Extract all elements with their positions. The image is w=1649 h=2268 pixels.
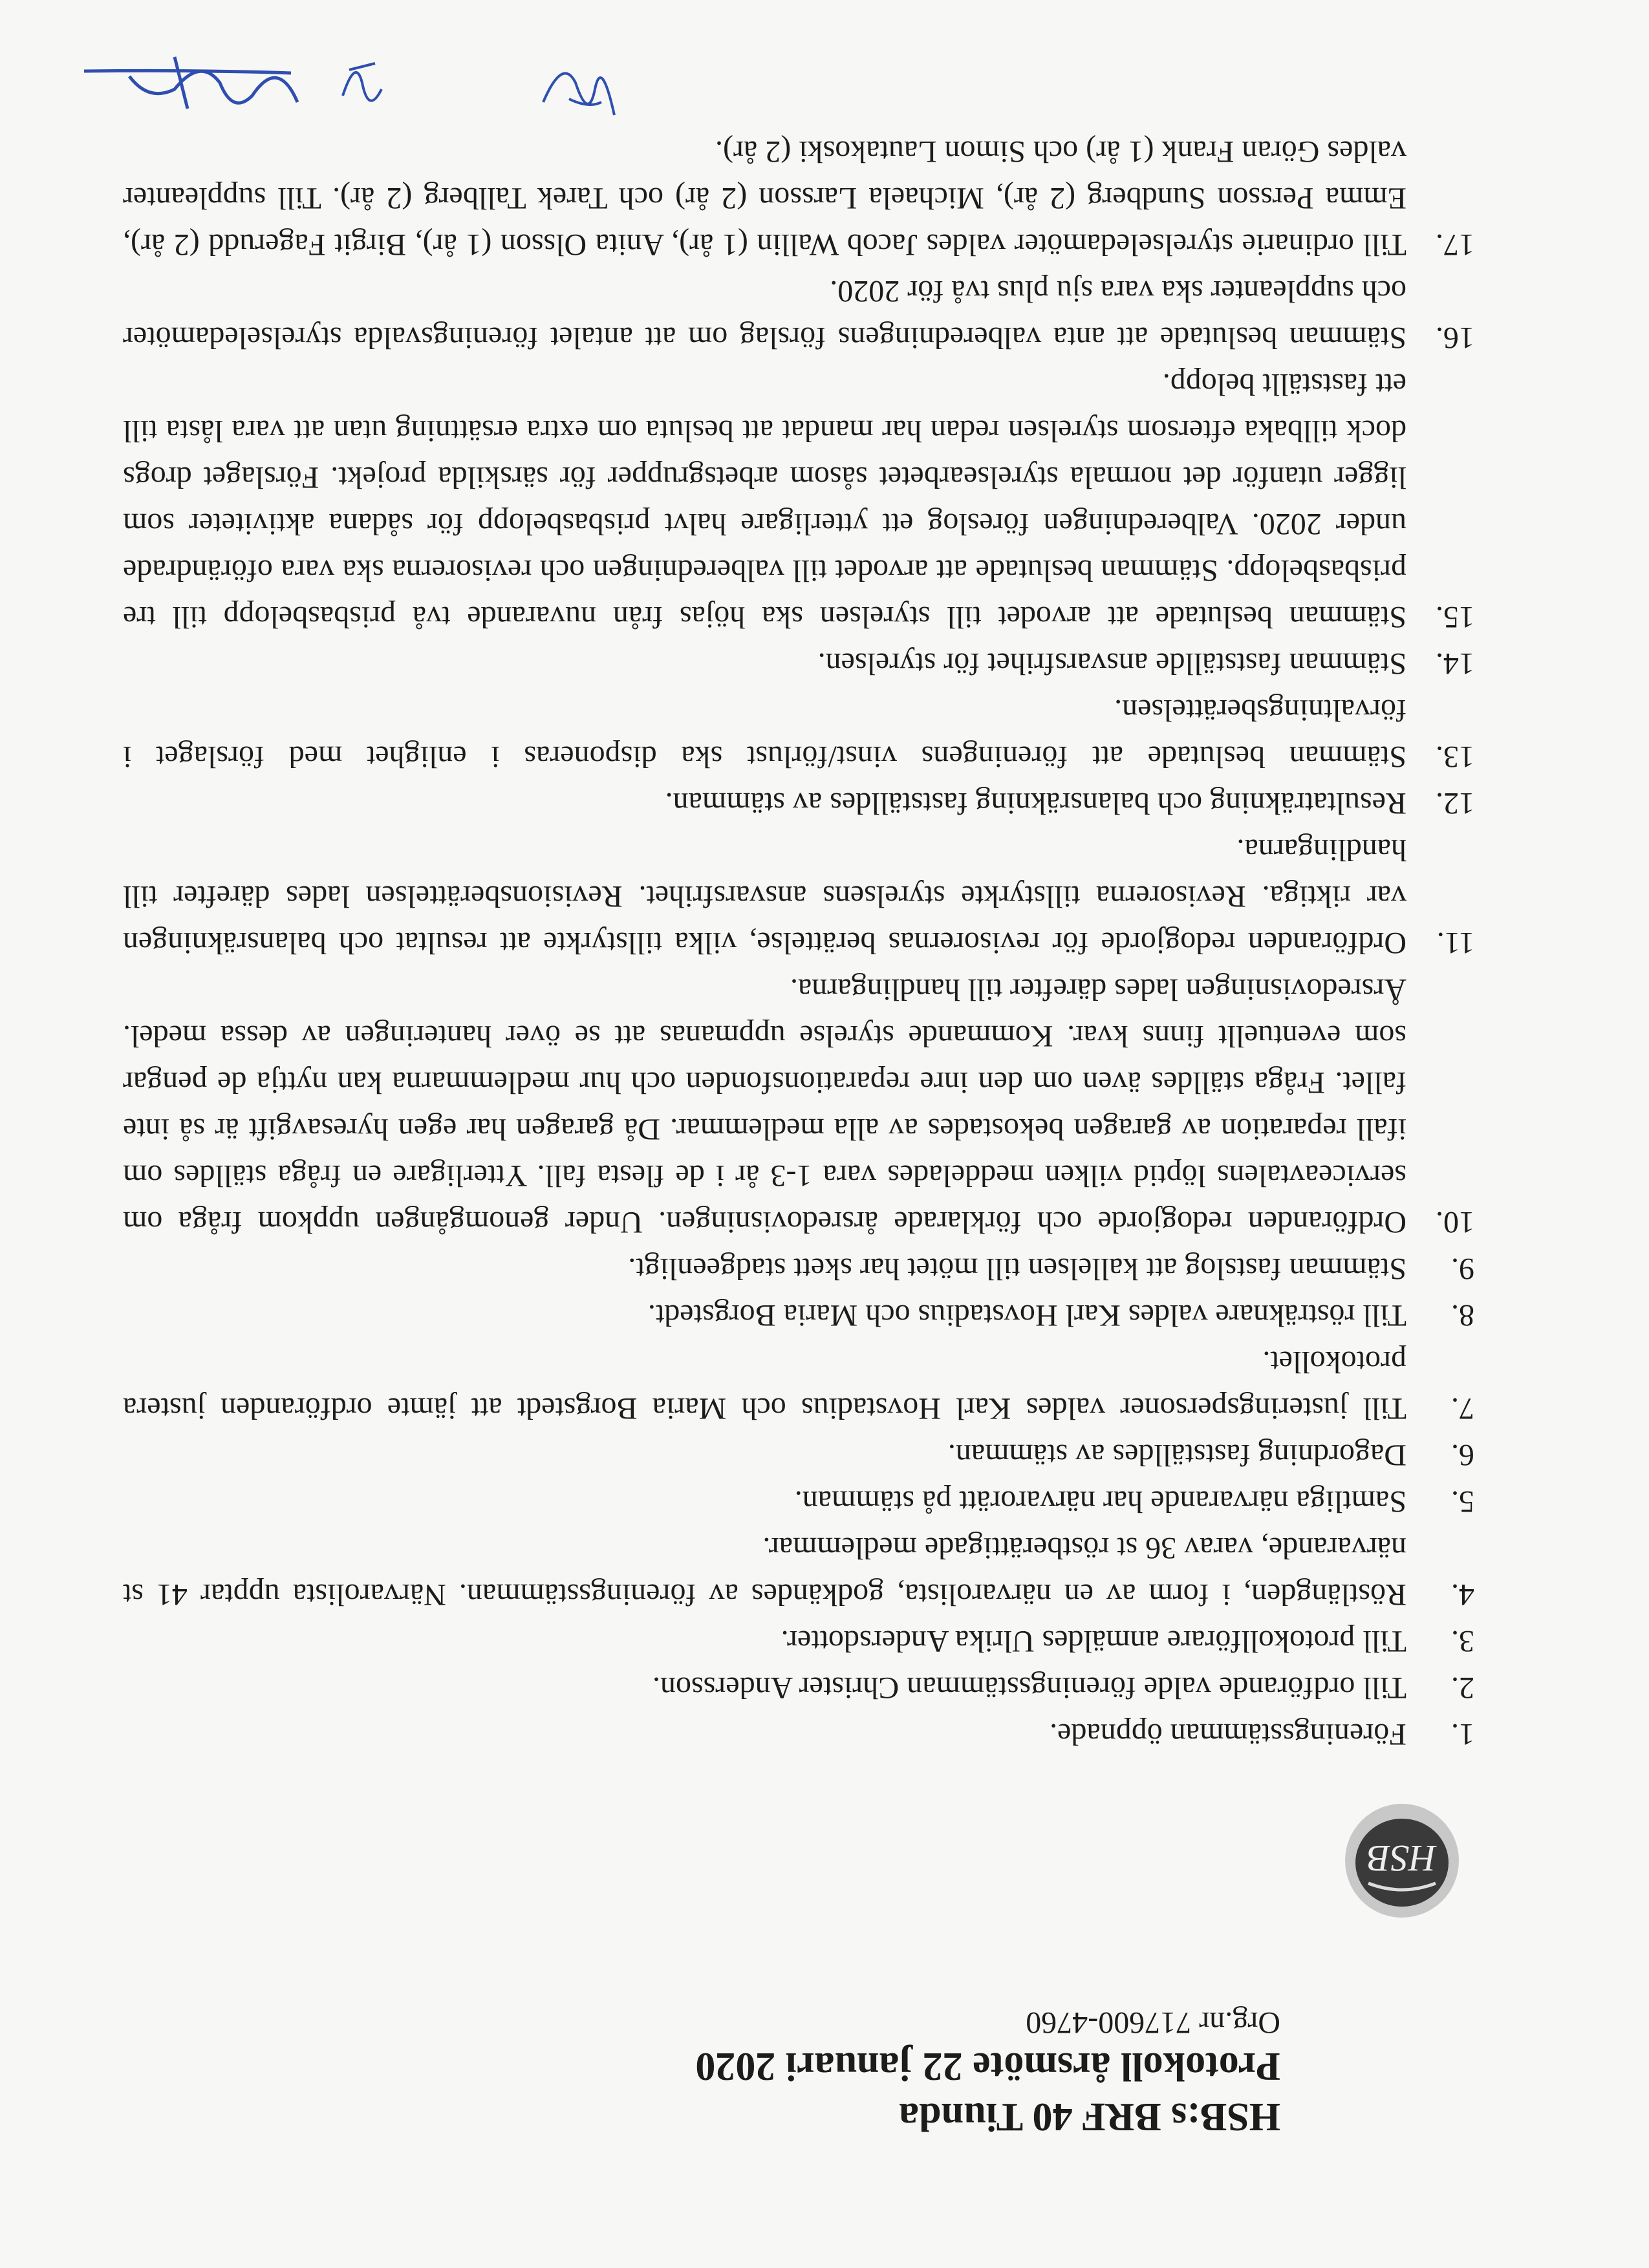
item-text: Ordföranden redogjorde för revisorernas berättelse, vilka tillstyrkte att resultat och balansräkningen var riktiga. Revisorerna tillstyrkte styrelsens ansvarsfrihet. Revisionsberättelsen lades därefter till handlingarna. (123, 833, 1406, 960)
minutes-item (123, 1711, 1474, 1757)
minutes-item (123, 361, 1474, 640)
minutes-item (123, 780, 1474, 826)
minutes-item (123, 966, 1474, 1245)
hsb-logo (1342, 1799, 1461, 1922)
signature-3 (84, 57, 297, 109)
minutes-item (123, 1618, 1474, 1664)
item-number: 9. (1451, 1252, 1474, 1286)
item-number: 14. (1436, 647, 1474, 681)
item-number: 1. (1451, 1717, 1474, 1751)
item-number: 4. (1451, 1578, 1474, 1612)
item-number: 3. (1451, 1624, 1474, 1658)
minutes-item (123, 268, 1474, 361)
item-text: Röstlängden, i form av en närvarolista, godkändes av föreningsstämman. Närvarolista upptar 41 st närvarande, varav 36 st röstberättigade medlemmar. (123, 1531, 1406, 1612)
minutes-items (123, 128, 1474, 1757)
document-title: Protokoll årsmöte 22 januari 2020 (695, 2044, 1280, 2088)
signatures (71, 37, 640, 128)
minutes-item (123, 1478, 1474, 1524)
item-number: 10. (1436, 1205, 1474, 1239)
minutes-item (123, 1292, 1474, 1338)
item-number: 7. (1451, 1391, 1474, 1426)
signature-2 (343, 63, 382, 101)
item-text: Till rösträknare valdes Karl Hovstadius och Maria Borgstedt. (647, 1298, 1406, 1332)
minutes-item (123, 128, 1474, 268)
minutes-item (123, 687, 1474, 780)
item-text: Stämman beslutade att föreningens vinst/förlust ska disponeras i enlighet med förslaget i förvaltningsberättelsen. (123, 693, 1406, 774)
item-number: 2. (1451, 1671, 1474, 1705)
item-text: Stämman fastställde ansvarsfrihet för styrelsen. (817, 647, 1406, 681)
minutes-item (123, 826, 1474, 966)
item-text: Samtliga närvarande har närvarorätt på stämman. (794, 1484, 1406, 1519)
item-number: 11. (1436, 926, 1474, 960)
item-text: Dagordning fastställdes av stämman. (947, 1438, 1406, 1472)
association-name: HSB:s BRF 40 Tiunda (899, 2095, 1280, 2139)
minutes-item (123, 1245, 1474, 1292)
item-number: 15. (1436, 600, 1474, 634)
signature-1 (543, 73, 614, 115)
item-text: Till ordinarie styrelseledamöter valdes Jacob Wallin (1 år), Anita Olsson (1 år), Birgit Fagerudd (2 år), Emma Persson Sundberg (2 år), Michaela Larsson (2 år) och Tarek Tallberg (2 år). Till suppleanter valdes Göran Frank (1 år) och Simon Lautakoski (2 år). (123, 134, 1406, 262)
minutes-item (123, 1431, 1474, 1478)
item-number: 8. (1451, 1298, 1474, 1332)
item-text: Föreningsstämman öppnade. (1050, 1717, 1406, 1751)
svg-text:HSB: HSB (1367, 1837, 1437, 1879)
item-number: 16. (1436, 321, 1474, 355)
document-header (695, 2041, 1280, 2142)
item-text: Stämman fastslog att kallelsen till mötet har skett stadgeenligt. (628, 1252, 1406, 1286)
item-number: 12. (1436, 786, 1474, 820)
org-number: Org.nr 717600-4760 (1026, 2006, 1280, 2040)
item-text: Stämman beslutade att anta valberedningens förslag om att antalet föreningsvalda styrelseledamöter och suppleanter ska vara sju plus två för 2020. (123, 274, 1406, 355)
item-text: Ordföranden redogjorde och förklarade årsredovisningen. Under genomgången uppkom fråga om serviceavtalens löptid vilken meddelades vara 1-3 år i de flesta fall. Ytterligare en fråga ställdes om ifall reparation av garagen bekostades av alla medlemmar. Då garagen har egen hyresavgift är så inte fallet. Fråga ställdes även om den inre reparationsfonden och hur medlemmarna kan nyttja de pengar som eventuellt finns kvar. Kommande styrelse uppmanas att se över hanteringen av dessa medel. Årsredovisningen lades därefter till handlingarna. (123, 972, 1406, 1239)
item-number: 17. (1436, 228, 1474, 262)
item-number: 5. (1451, 1484, 1474, 1519)
item-number: 6. (1451, 1438, 1474, 1472)
item-text: Stämman beslutade att arvodet till styrelsen ska höjas från nuvarande två prisbasbelopp till tre prisbasbelopp. Stämman beslutade att arvodet till valberedningen och revisorerna ska vara oförändrade under 2020. Valberedningen föreslog ett ytterligare halvt prisbasbelopp för sådana aktiviteter som ligger utanför det normala styrelsearbetet såsom arbetsgrupper för särskilda projekt. Förslaget drogs dock tillbaka eftersom styrelsen redan har mandat att besluta om extra ersättning utan att vara låsta till ett fastställt belopp. (123, 367, 1406, 634)
minutes-item (123, 640, 1474, 687)
item-text: Till ordförande valde föreningsstämman Christer Andersson. (652, 1671, 1406, 1705)
item-text: Resultaträkning och balansräkning fastställdes av stämman. (665, 786, 1406, 820)
minutes-item (123, 1338, 1474, 1431)
minutes-item (123, 1664, 1474, 1711)
item-number: 13. (1436, 740, 1474, 774)
item-text: Till justeringspersoner valdes Karl Hovstadius och Maria Borgstedt att jämte ordföranden justera protokollet. (123, 1345, 1406, 1426)
item-text: Till protokollförare anmäldes Ulrika Andersdotter. (781, 1624, 1406, 1658)
minutes-item (123, 1524, 1474, 1618)
